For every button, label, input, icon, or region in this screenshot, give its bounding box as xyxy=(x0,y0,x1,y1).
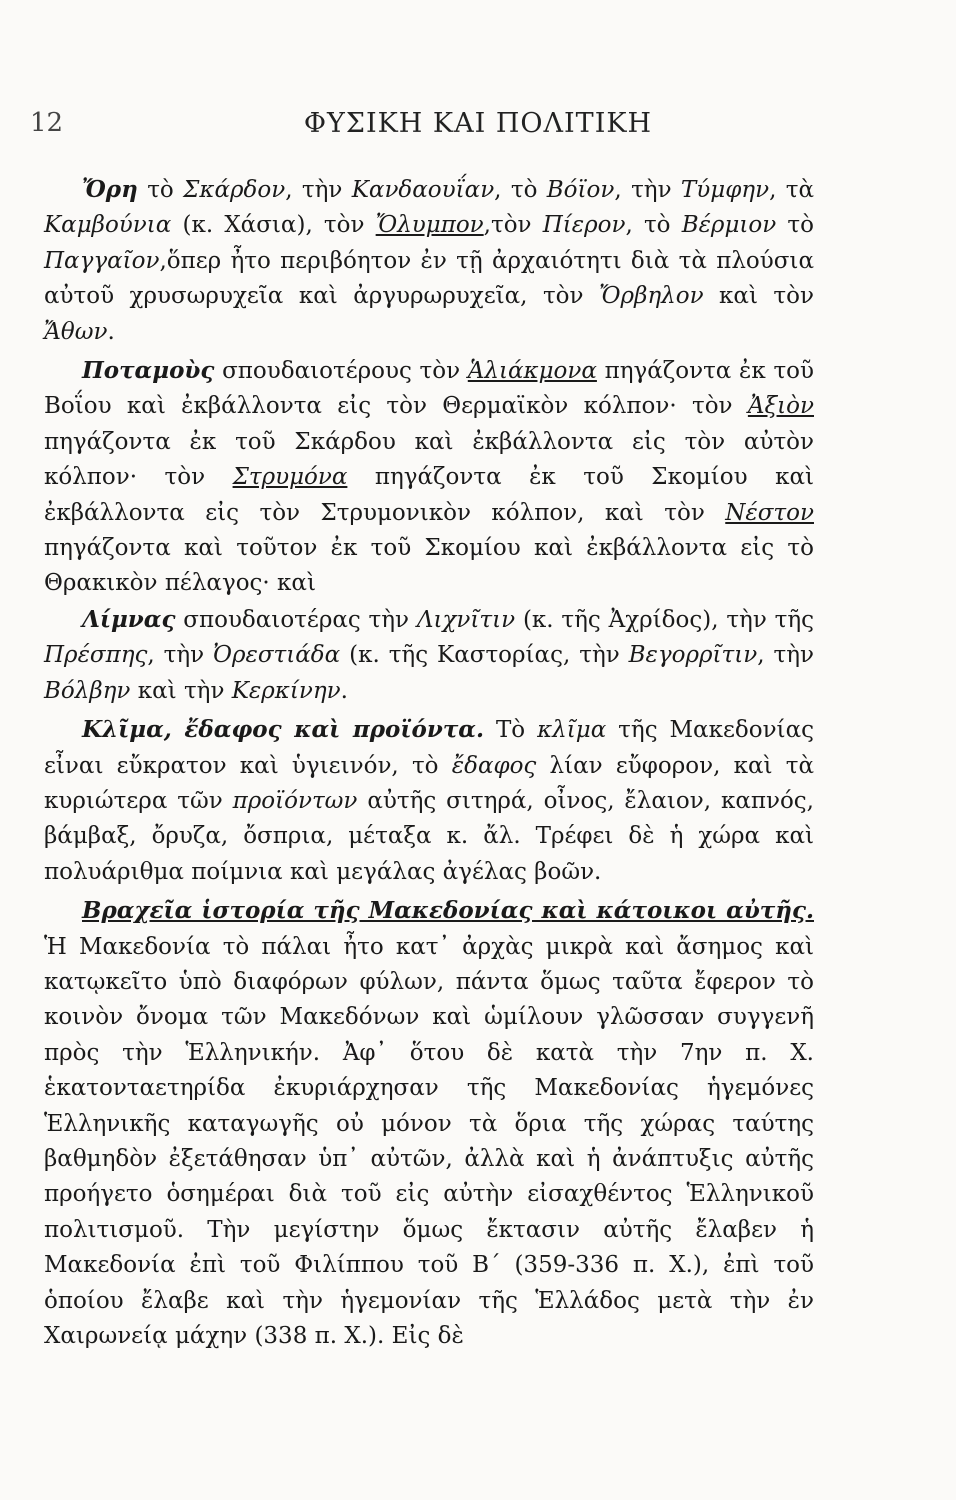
paragraph-history xyxy=(44,893,814,1354)
place-name: Καμβούνια xyxy=(44,212,172,239)
text-span: , τὸ xyxy=(494,177,547,203)
place-name: Τύμφην xyxy=(680,177,770,203)
text-span: σπουδαιοτέρας τὴν xyxy=(175,606,417,633)
river-name: Ἁλιάκμονα xyxy=(467,358,597,385)
text-span: Τὸ xyxy=(484,717,538,744)
paragraph-lakes xyxy=(44,602,814,709)
text-span: . xyxy=(340,677,348,704)
river-name: Νέστον xyxy=(725,499,814,526)
place-name: Ἄθων xyxy=(44,318,108,345)
place-name: Πίερον xyxy=(542,212,626,239)
section-heading-climate: Κλῖμα, ἔδαφος καὶ προϊόντα. xyxy=(82,716,485,744)
emphasis: ἔδαφος xyxy=(451,752,537,779)
place-name: Σκάρδον xyxy=(183,177,286,203)
term-rivers: Ποταμοὺς xyxy=(82,357,215,385)
lake-name: Πρέσπης xyxy=(44,642,148,669)
text-span: ,τὸν xyxy=(483,212,543,239)
text-span: τὸ xyxy=(776,212,814,239)
term-lakes: Λίμνας xyxy=(82,605,176,633)
place-name: Βέρμιον xyxy=(681,212,777,239)
lake-name: Βόλβην xyxy=(44,677,131,704)
emphasis: προϊόντων xyxy=(232,787,358,814)
text-span: , τὴν xyxy=(285,177,352,203)
river-name: Στρυμόνα xyxy=(232,464,348,491)
text-span: σπουδαιοτέρους τὸν xyxy=(214,358,468,385)
text-span: λίαν εὔφορον, καὶ τὰ κυριώτερα τῶν xyxy=(44,752,814,814)
text-span: ,ὅπερ ἦτο περιβόητον ἐν τῇ ἀρχαιότητι διὰ τὰ πλούσια αὐτοῦ χρυσωρυχεῖα καὶ ἀργυρωρυχεῖα, τὸν xyxy=(44,247,814,310)
text-span: πηγάζοντα ἐκ τοῦ Σκάρδου καὶ ἐκβάλλοντα εἰς τὸν αὐτὸν κόλπον· τὸν xyxy=(44,428,814,491)
text-span: καὶ τὴν xyxy=(130,677,232,704)
paragraph-climate xyxy=(44,712,814,890)
text-span: πηγάζοντα ἐκ τοῦ Σκομίου καὶ ἐκβάλλοντα εἰς τὸν Στρυμονικὸν κόλπον, καὶ τὸν xyxy=(44,464,814,526)
river-name: Ἀξιὸν xyxy=(747,393,814,420)
place-name: Παγγαῖον xyxy=(44,247,160,274)
running-title: ΦΥΣΙΚΗ ΚΑΙ ΠΟΛΙΤΙΚΗ xyxy=(303,108,653,139)
text-span: αὐτῆς σιτηρά, οἶνος, ἔλαιον, καπνός, βάμβαξ, ὄρυζα, ὄσπρια, μέταξα κ. ἄλ. Τρέφει δὲ ἡ χώρα καὶ πολυάριθμα ποίμνια καὶ μεγάλας ἀγέλας βοῶν. xyxy=(44,787,814,885)
text-span: , τὸ xyxy=(625,212,682,239)
text-span: , τὰ xyxy=(769,177,814,203)
lake-name: Ὀρεστιάδα xyxy=(213,642,341,669)
page-number: 12 xyxy=(30,108,64,138)
text-span: Ἡ Μακεδονία τὸ πάλαι ἦτο κατ᾽ ἀρχὰς μικρὰ καὶ ἄσημος καὶ κατῳκεῖτο ὑπὸ διαφόρων φύλων, πάντα ὅμως ταῦτα ἔφερον τὸ κοινὸν ὄνομα τῶν Μακεδόνων καὶ ὡμίλουν γλῶσσαν συγγενῆ πρὸς τὴν Ἑλληνικήν. Ἀφ᾽ ὅτου δὲ κατὰ τὴν 7ην π. Χ. ἑκατονταετηρίδα ἐκυριάρχησαν τῆς Μακεδονίας ἡγεμόνες Ἑλληνικῆς καταγωγῆς οὐ μόνον τὰ ὅρια τῆς χώρας ταύτης βαθμηδὸν ἐξετάθησαν ὑπ᾽ αὐτῶν, ἀλλὰ καὶ ἡ ἀνάπτυξις αὐτῆς προήγετο ὁσημέραι διὰ τοῦ εἰς αὐτὴν εἰσαχθέντος Ἑλληνικοῦ πολιτισμοῦ. Τὴν μεγίστην ὅμως ἔκτασιν αὐτῆς ἔλαβεν ἡ Μακεδονία ἐπὶ τοῦ Φιλίππου τοῦ Β΄ (359-336 π. Χ.), ἐπὶ τοῦ ὁποίου ἔλαβε καὶ τὴν ἡγεμονίαν τῆς Ἑλλάδος μετὰ τὴν ἐν Χαιρωνείᾳ μάχην (338 π. Χ.). Εἰς δὲ xyxy=(44,933,814,1349)
place-name: Βόϊον xyxy=(546,177,615,203)
text-span: , τὴν xyxy=(757,642,815,669)
text-span: . xyxy=(107,318,115,345)
text-span: (κ. Χάσια), τὸν xyxy=(171,212,376,239)
place-name: Ὄλυμπον xyxy=(375,212,484,239)
paragraph-mountains xyxy=(44,172,814,350)
lake-name: Κερκίνην xyxy=(231,677,341,704)
lake-name: Βεγορρῖτιν xyxy=(628,642,758,669)
text-span: πηγάζοντα καὶ τοῦτον ἐκ τοῦ Σκομίου καὶ ἐκβάλλοντα εἰς τὸ Θρακικὸν πέλαγος· καὶ xyxy=(44,535,814,597)
place-name: Κανδαουΐαν xyxy=(351,177,495,203)
page-header xyxy=(24,108,932,148)
text-span: (κ. τῆς Καστορίας, τὴν xyxy=(340,642,629,669)
place-name: Ὄρβηλον xyxy=(599,283,704,310)
text-span: , τὴν xyxy=(147,642,214,669)
text-span: πηγάζοντα ἐκ τοῦ Βοΐου καὶ ἐκβάλλοντα εἰς τὸν Θερμαϊκὸν κόλπον· τὸν xyxy=(44,358,814,420)
emphasis: κλῖμα xyxy=(537,717,607,744)
term-mountains: Ὄρη xyxy=(82,176,138,203)
lake-name: Λιχνῖτιν xyxy=(416,606,516,633)
text-span: τὸ xyxy=(137,177,184,203)
paragraph-rivers xyxy=(44,353,814,602)
text-span: τῆς Μακεδονίας εἶναι εὔκρατον καὶ ὑγιεινόν, τὸ xyxy=(44,717,814,779)
text-span: (κ. τῆς Ἀχρίδος), τὴν τῆς xyxy=(515,606,814,633)
text-span: καὶ τὸν xyxy=(703,283,814,310)
section-heading-history: Βραχεῖα ἱστορία τῆς Μακεδονίας καὶ κάτοικοι αὐτῆς. xyxy=(82,897,814,925)
body-text xyxy=(44,172,814,1354)
text-span: , τὴν xyxy=(614,177,681,203)
